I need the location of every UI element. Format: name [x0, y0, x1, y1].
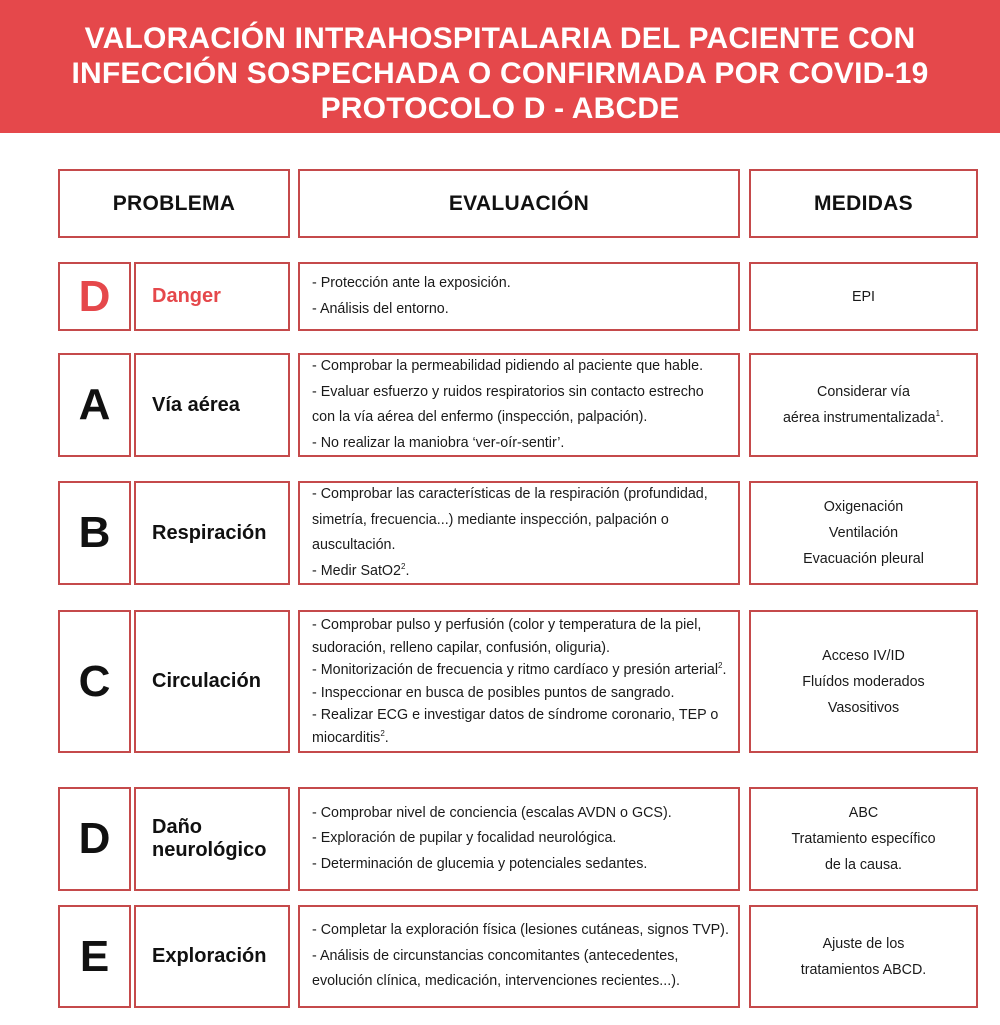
row-danger-name: Danger — [134, 262, 290, 331]
evaluation-line — [312, 659, 732, 682]
measure-line: de la causa. — [824, 857, 903, 873]
measure-line — [783, 405, 944, 431]
evaluation-line: evolución clínica, medicación, intervenciones recientes...). — [312, 973, 680, 990]
evaluation-line: sudoración, relleno capilar, confusión, oliguria). — [312, 639, 611, 656]
evaluation-line: - Determinación de glucemia y potenciales sedantes. — [312, 855, 648, 872]
evaluation-line: - Análisis del entorno. — [312, 300, 449, 317]
measure-line: Oxigenación — [823, 499, 904, 515]
row-b-letter: B — [58, 481, 131, 585]
evaluation-line: - Comprobar pulso y perfusión (color y temperatura de la piel, — [312, 617, 702, 633]
evaluation-tail: . — [405, 562, 410, 579]
header-problema: PROBLEMA — [58, 169, 290, 238]
row-c-evaluation — [298, 610, 740, 753]
row-a-name: Vía aérea — [134, 353, 290, 457]
evaluation-line: - Realizar ECG e investigar datos de síndrome coronario, TEP o — [312, 707, 719, 723]
evaluation-line: - Exploración de pupilar y focalidad neurológica. — [312, 830, 617, 847]
evaluation-line: simetría, frecuencia...) mediante inspección, palpación o — [312, 511, 669, 528]
row-a-letter: A — [58, 353, 131, 457]
evaluation-text: miocarditis — [312, 729, 381, 746]
row-d-letter: D — [58, 787, 131, 891]
row-d-name — [134, 787, 290, 891]
row-e-evaluation — [298, 905, 740, 1008]
evaluation-text: - Medir SatO2 — [312, 562, 401, 579]
row-danger-measures — [749, 262, 978, 331]
row-e-measures — [749, 905, 978, 1008]
row-b-evaluation — [298, 481, 740, 585]
evaluation-line: - Comprobar nivel de conciencia (escalas AVDN o GCS). — [312, 804, 672, 821]
evaluation-line: - Análisis de circunstancias concomitantes (antecedentes, — [312, 947, 679, 964]
title-banner — [0, 0, 1000, 133]
evaluation-line: con la vía aérea del enfermo (inspección, palpación). — [312, 409, 648, 425]
evaluation-text: - Monitorización de frecuencia y ritmo cardíaco y presión arterial — [312, 662, 719, 678]
header-evaluacion: EVALUACIÓN — [298, 169, 740, 238]
measure-line: Considerar vía — [817, 384, 910, 400]
footnote-ref: 2 — [380, 728, 385, 738]
measure-line: Fluídos moderados — [802, 673, 925, 690]
title-line-2: INFECCIÓN SOSPECHADA O CONFIRMADA POR COVID-19 — [71, 57, 929, 90]
row-danger-evaluation — [298, 262, 740, 331]
measure-line: Vasositivos — [827, 699, 900, 716]
measure-tail: . — [940, 410, 945, 426]
row-a-evaluation — [298, 353, 740, 457]
evaluation-line — [312, 559, 732, 585]
measure-line: Ajuste de los — [822, 935, 905, 952]
footnote-ref: 1 — [935, 409, 941, 419]
footnote-ref: 2 — [718, 661, 723, 671]
evaluation-line: - Completar la exploración física (lesiones cutáneas, signos TVP). — [312, 922, 729, 939]
row-c-name: Circulación — [134, 610, 290, 753]
row-d-evaluation — [298, 787, 740, 891]
row-e-letter: E — [58, 905, 131, 1008]
row-danger-letter: D — [58, 262, 131, 331]
row-c-measures — [749, 610, 978, 753]
footnote-ref: 2 — [401, 561, 406, 571]
measure-text: aérea instrumentalizada — [782, 410, 936, 426]
row-c-letter: C — [58, 610, 131, 753]
header-medidas: MEDIDAS — [749, 169, 978, 238]
title-line-1: VALORACIÓN INTRAHOSPITALARIA DEL PACIENTE CON — [84, 22, 916, 55]
evaluation-tail: . — [384, 729, 389, 746]
row-b-measures — [749, 481, 978, 585]
measure-line: Tratamiento específico — [791, 831, 936, 847]
measure-line: ABC — [848, 805, 879, 821]
evaluation-line: - Evaluar esfuerzo y ruidos respiratorios sin contacto estrecho — [312, 383, 704, 400]
title-line-3: PROTOCOLO D - ABCDE — [320, 92, 680, 125]
evaluation-tail: . — [722, 662, 727, 678]
measure-line: Evacuación pleural — [803, 551, 924, 567]
row-e-name: Exploración — [134, 905, 290, 1008]
measure-line: EPI — [851, 288, 876, 305]
row-b-name: Respiración — [134, 481, 290, 585]
evaluation-line: - Inspeccionar en busca de posibles puntos de sangrado. — [312, 684, 675, 701]
evaluation-line: auscultación. — [312, 537, 396, 553]
row-a-measures — [749, 353, 978, 457]
evaluation-line: - Comprobar las características de la respiración (profundidad, — [312, 486, 708, 502]
measure-line: Ventilación — [828, 525, 899, 541]
evaluation-line — [312, 727, 732, 750]
measure-line: tratamientos ABCD. — [800, 961, 927, 978]
row-d-name-line-1: Daño — [152, 816, 202, 838]
row-d-measures — [749, 787, 978, 891]
measure-line: Acceso IV/ID — [822, 647, 905, 664]
evaluation-line: - Protección ante la exposición. — [312, 275, 511, 291]
evaluation-line: - Comprobar la permeabilidad pidiendo al paciente que hable. — [312, 358, 704, 374]
row-d-name-line-2: neurológico — [152, 839, 267, 861]
evaluation-line: - No realizar la maniobra ‘ver-oír-sentir’. — [312, 434, 565, 451]
